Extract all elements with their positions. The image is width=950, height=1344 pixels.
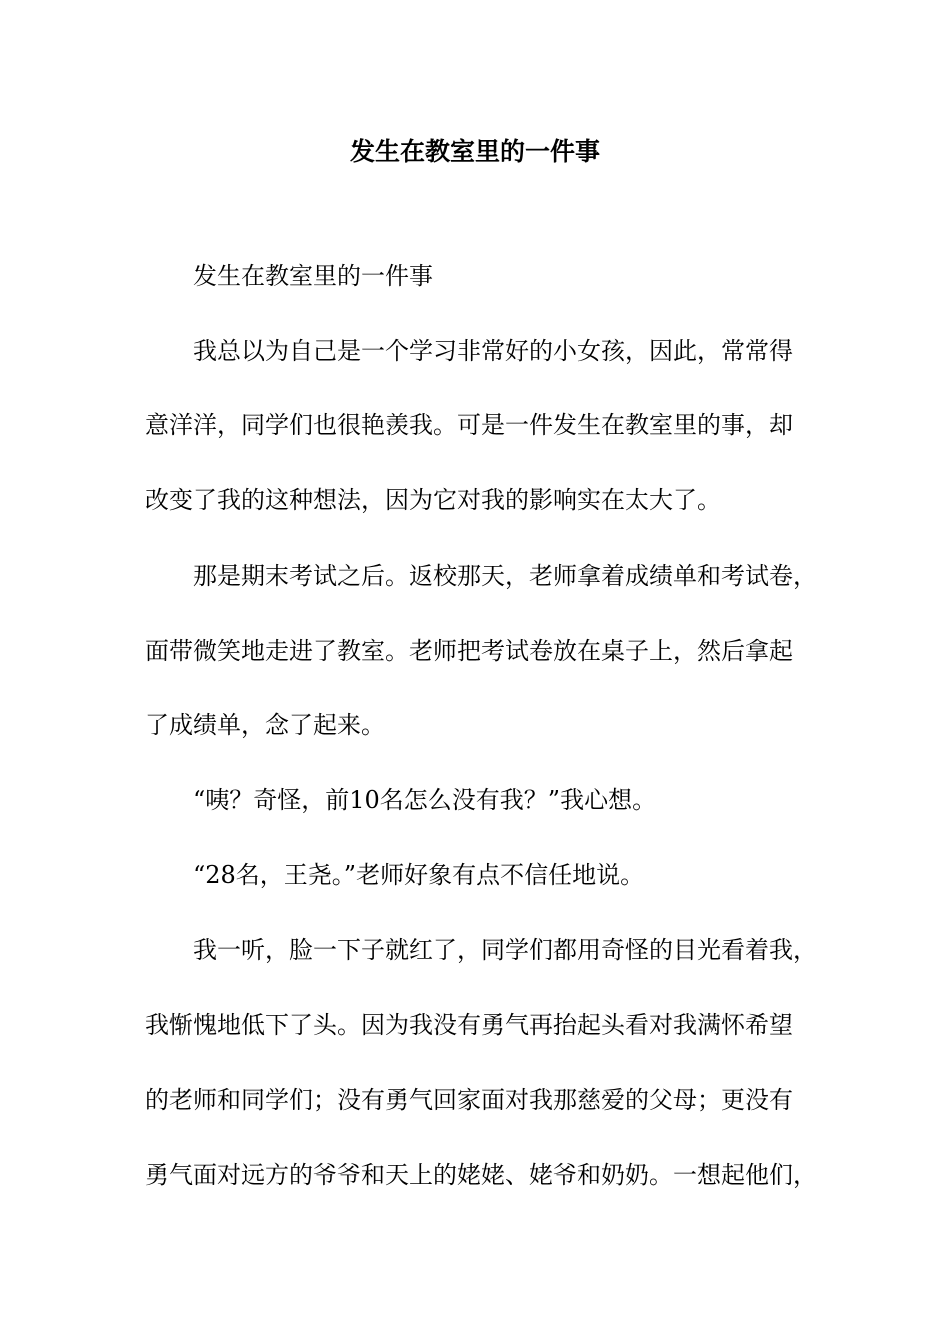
paragraph-line: 的老师和同学们；没有勇气回家面对我那慈爱的父母；更没有 <box>145 1086 793 1114</box>
paragraph-line: “咦？奇怪，前10名怎么没有我？”我心想。 <box>193 786 657 814</box>
paragraph-line: 我一听，脸一下子就红了，同学们都用奇怪的目光看着我， <box>193 936 817 964</box>
paragraph-line: 了成绩单，念了起来。 <box>145 711 385 739</box>
paragraph-line: “28名，王尧。”老师好象有点不信任地说。 <box>193 861 645 889</box>
subtitle-line: 发生在教室里的一件事 <box>193 262 433 290</box>
paragraph-line: 我总以为自己是一个学习非常好的小女孩，因此，常常得 <box>193 337 793 365</box>
paragraph-line: 面带微笑地走进了教室。老师把考试卷放在桌子上，然后拿起 <box>145 637 793 665</box>
paragraph-line: 意洋洋，同学们也很艳羡我。可是一件发生在教室里的事，却 <box>145 411 793 439</box>
paragraph-line: 勇气面对远方的爷爷和天上的姥姥、姥爷和奶奶。一想起他们， <box>145 1161 817 1189</box>
paragraph-line: 改变了我的这种想法，因为它对我的影响实在太大了。 <box>145 486 721 514</box>
paragraph-line: 我惭愧地低下了头。因为我没有勇气再抬起头看对我满怀希望 <box>145 1011 793 1039</box>
page-title: 发生在教室里的一件事 <box>349 137 600 166</box>
paragraph-line: 那是期末考试之后。返校那天，老师拿着成绩单和考试卷， <box>193 562 817 590</box>
